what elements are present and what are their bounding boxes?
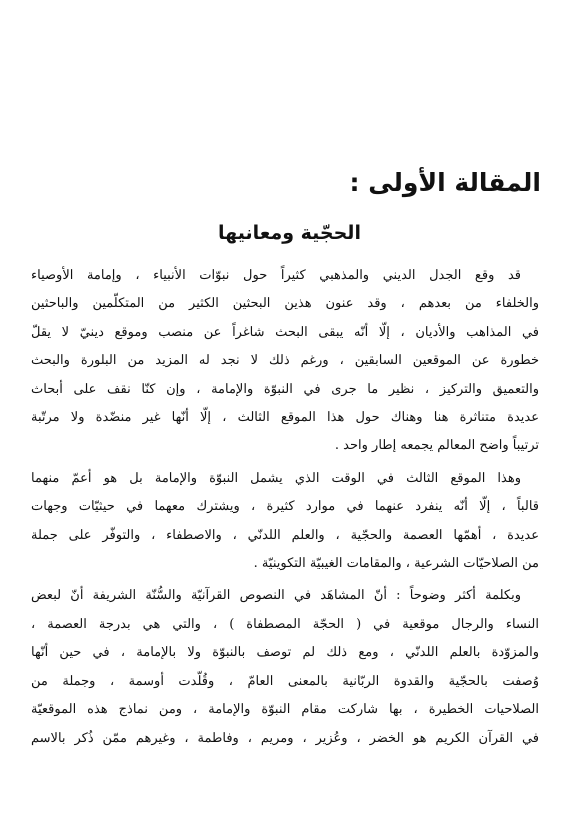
text-line: ترتيباً واضح المعالم يجمعه إطار واحد . (334, 438, 539, 454)
paragraph-3 (31, 582, 539, 752)
text-line: في القرآن الكريم هو الخضر ، وعُزير ، ومريم ، وفاطمة ، وغيرهم ممّن ذُكر بالاسم (31, 730, 539, 746)
text-line: من الصلاحيّات الشرعية ، والمقامات الغيبيّة التكوينيّة . (253, 556, 539, 572)
chapter-title: المقالة الأولى : (349, 168, 541, 197)
body-text (31, 262, 539, 753)
text-line: عديدة متناثرة هنا وهناك حول هذا الموقع الثالث ، إلّا أنّها غير منضّدة ولا مرتّبة (31, 410, 539, 426)
text-line: والخلفاء من بعدهم ، وقد عنون هذين البحثين الكثير من المتكلّمين والباحثين (31, 296, 539, 312)
text-line: قالباً ، إلّا أنّه ينفرد عنهما في موارد كثيرة ، ويشترك معهما في حيثيّات وجهات (31, 499, 539, 515)
text-line: عديدة ، أهمّها العصمة والحجّية ، والعلم اللدنّي ، والاصطفاء ، والتوفّر على جملة (31, 527, 539, 543)
text-line: وبكلمة أكثر وضوحاً : أنّ المشاهَد في النصوص القرآنيّة والسُّنّة الشريفة أنّ لبعض (31, 588, 521, 604)
section-title: الحجّية ومعانيها (218, 222, 361, 244)
paragraph-1 (31, 262, 539, 461)
text-line: وُصفت بالحجّية والقدوة الربّانية بالمعنى العامّ ، وقُلّدت أوسمة ، وجملة من (31, 673, 539, 689)
text-line: قد وقع الجدل الديني والمذهبي كثيراً حول نبوّات الأنبياء ، وإمامة الأوصياء (31, 268, 521, 283)
text-line: والتعميق والتركيز ، نظير ما جرى في النبوّة والإمامة ، وإن كنّا نقف على أبحاث (31, 381, 539, 397)
paragraph-2 (31, 465, 539, 579)
text-line: الصلاحيات الخطيرة ، بها شاركت مقام النبوّة والإمامة ، ومن نماذج هذه الموقعيّة (31, 702, 539, 718)
text-line: وهذا الموقع الثالث في الوقت الذي يشمل النبوّة والإمامة بل هو أعمّ منهما (31, 470, 521, 486)
text-line: خطورة عن الموقعين السابقين ، ورغم ذلك لا نجد له المزيد من البلورة والبحث (31, 353, 539, 369)
text-line: النساء والرجال موقعية في ( الحجّة المصطفاة ) ، والتي هي بدرجة العصمة ، (31, 616, 539, 632)
text-line: والمزوّدة بالعلم اللدنّي ، ومع ذلك لم توصف بالنبوّة ولا بالإمامة ، في حين أنّها (31, 645, 539, 661)
text-line: في المذاهب والأديان ، إلّا أنّه يبقى البحث شاغراً عن منصب وموقع دينيّ لا يقلّ (31, 324, 539, 340)
